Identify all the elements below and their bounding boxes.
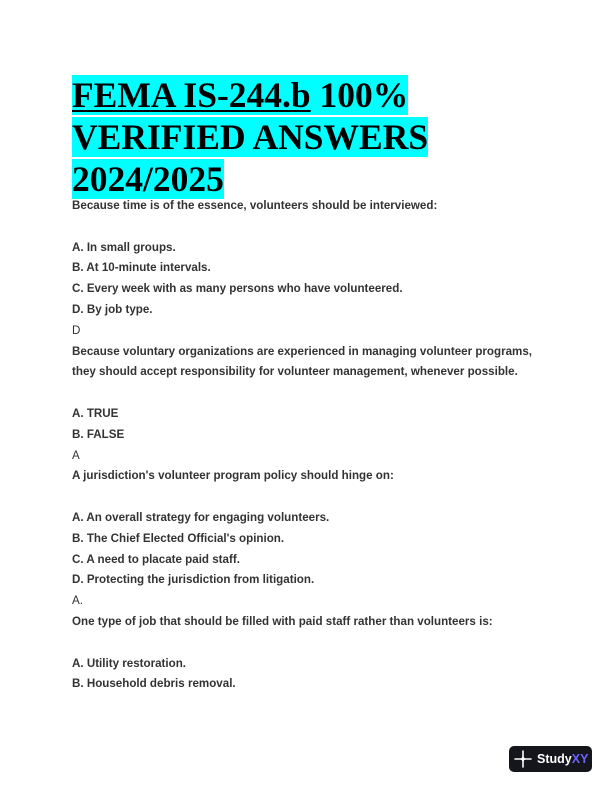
question-block — [72, 612, 540, 695]
document-title — [72, 74, 492, 200]
badge-brand-accent: XY — [571, 752, 589, 766]
studyxy-badge[interactable] — [509, 746, 592, 772]
question-block — [72, 196, 540, 342]
title-course-code: FEMA IS-244.b — [72, 75, 311, 115]
option-item: D. Protecting the jurisdiction from litigation. — [72, 573, 315, 587]
option-item: C. Every week with as many persons who have volunteered. — [72, 282, 403, 296]
question-text: Because voluntary organizations are experienced in managing volunteer programs, they should accept responsibility for volunteer management, whenever possible. — [72, 344, 533, 379]
answer-text: D — [72, 323, 81, 337]
answer-text: A — [72, 448, 80, 462]
option-item: B. The Chief Elected Official's opinion. — [72, 531, 285, 545]
question-text: Because time is of the essence, volunteers should be interviewed: — [72, 199, 438, 212]
option-item: D. By job type. — [72, 302, 153, 316]
question-block — [72, 342, 540, 467]
option-item: A. An overall strategy for engaging volunteers. — [72, 510, 330, 524]
question-block — [72, 466, 540, 612]
option-item: B. At 10-minute intervals. — [72, 261, 211, 275]
answer-text: A. — [72, 594, 83, 608]
question-text: One type of job that should be filled with paid staff rather than volunteers is: — [72, 614, 493, 628]
option-item: A. TRUE — [72, 406, 119, 420]
option-item: A. Utility restoration. — [72, 656, 187, 670]
option-item: B. FALSE — [72, 427, 125, 441]
option-item: B. Household debris removal. — [72, 677, 236, 691]
title-subtitle: 100% VERIFIED ANSWERS 2024/2025 — [72, 75, 429, 199]
question-text: A jurisdiction's volunteer program policy should hinge on: — [72, 469, 394, 483]
badge-brand-main: Study — [537, 752, 572, 766]
question-list — [72, 196, 540, 695]
sparkle-icon — [514, 750, 532, 768]
option-item: C. A need to placate paid staff. — [72, 552, 240, 566]
option-item: A. In small groups. — [72, 240, 176, 254]
